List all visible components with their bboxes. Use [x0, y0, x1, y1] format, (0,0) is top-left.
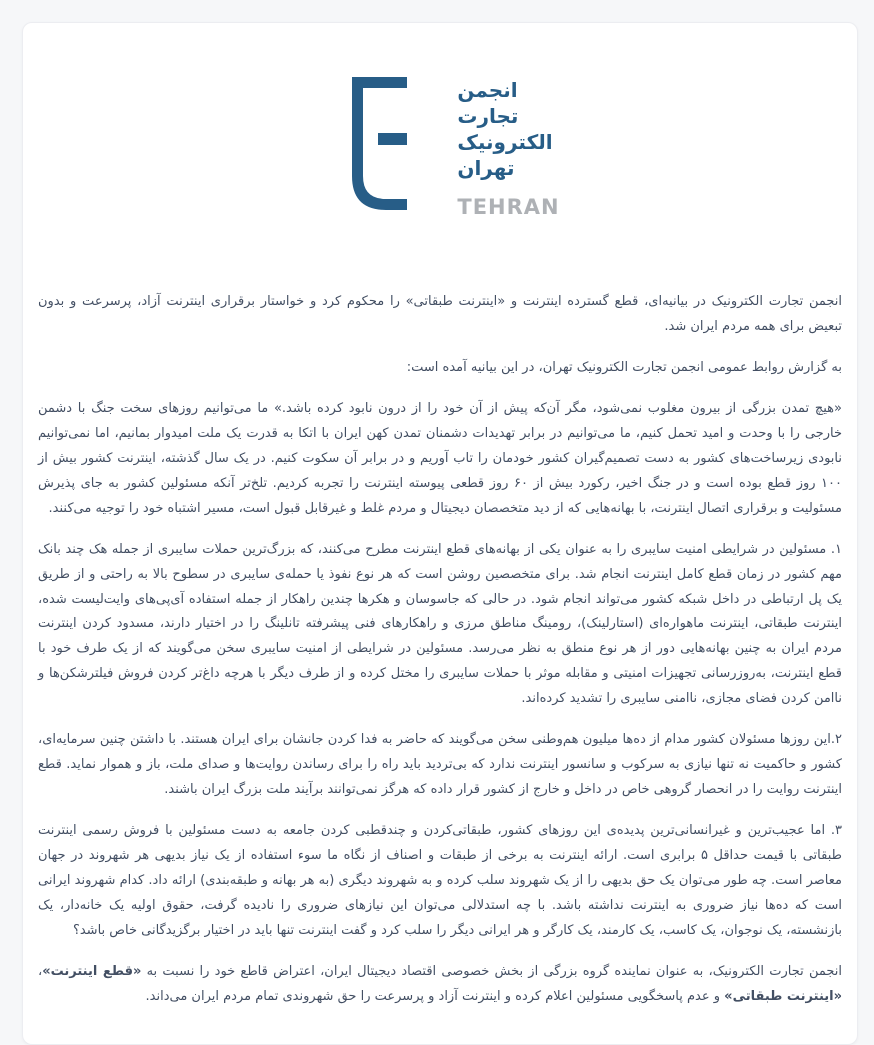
closing-segment: انجمن تجارت الکترونیک، به عنوان نماینده گروه بزرگی از بخش خصوصی اقتصاد دیجیتال ایران، اعتراض قاطع خود را نسبت به [141, 963, 842, 979]
point-1-paragraph: ۱. مسئولین در شرایطی امنیت سایبری را به عنوان یکی از بهانه‌های قطع اینترنت مطرح می‌کنند، که بزرگ‌ترین حملات سایبری از جمله هک چند بانک مهم کشور در زمان قطع کامل اینترنت انجام شد. برای متخصصین روشن است که هر نوع نفوذ یا حمله‌ی سایبری در سطوح بالا به راحتی و از طریق یک پل ارتباطی در داخل شبکه کشور می‌تواند انجام شود. در حالی که جاسوسان و هکرها چندین راهکار از جمله استفاده آی‌پی‌های وایت‌لیست شده، اینترنت طبقاتی، اینترنت ماهواره‌ای (استارلینک)، رومینگ مناطق مرزی و راهکارهای فنی پیشرفته تانلینگ را در اختیار دارند، مسدود کردن اینترنت مردم ایران به چنین بهانه‌هایی دور از هر نوع منطق به نظر می‌رسد. مسئولین در شرایطی از امنیت سایبری سخن می‌گویند که از یک طرف خود با قطع اینترنت، به‌روزرسانی تجهیزات امنیتی و مقابله موثر با حملات سایبری را مختل کرده و از طرف دیگر با هرچه داغ‌تر کردن فروش فیلترشکن‌ها و ناامن کردن فضای مجازی، ناامنی سایبری را تشدید کرده‌اند. [38, 541, 842, 707]
closing-bold-class-based-internet: «اینترنت طبقاتی» [724, 988, 842, 1004]
point-2-paragraph: ۲.این روزها مسئولان کشور مدام از ده‌ها میلیون هم‌وطنی سخن می‌گویند که حاضر به فدا کردن جانشان برای ایران هستند. با داشتن چنین سرمایه‌ای، کشور و حاکمیت نه تنها نیازی به سرکوب و سانسور اینترنت ندارد که بی‌تردید باید راه را برای رساندن روایت‌ها و صدای ملت، باز و هموار نماید. قطع اینترنت روایت را در انحصار گروهی خاص در داخل و خارج از کشور قرار داده که هرگز نمی‌توانند برآیند ملت بزرگ ایران باشند. [38, 732, 842, 798]
statement-body [38, 290, 842, 1010]
closing-segment: و عدم پاسخگویی مسئولین اعلام کرده و اینترنت آزاد و پرسرعت را حق شهروندی تمام مردم ایران می‌داند. [145, 988, 725, 1004]
quote-paragraph: «هیچ تمدن بزرگی از بیرون مغلوب نمی‌شود، مگر آن‌که پیش از آن خود را از درون نابود کرده باشد.» ما می‌توانیم روزهای سخت جنگ با دشمن خارجی را با وحدت و امید تحمل کنیم، ما می‌توانیم در برابر تهدیدات دشمنان تمدن کهن ایران با اتکا به قدرت یک ملت امیدوار بمانیم، اما نمی‌توانیم نابودی زیرساخت‌های کشور به دست تصمیم‌گیران کشور خودمان را تاب آوریم و در برابر آن سکوت کنیم. در یک سال گذشته، اینترنت کشور بیش از ۱۰۰ روز قطع بوده است و در جنگ اخیر، رکورد بیش از ۶۰ روز قطعی پیوسته اینترنت را تجربه کردیم. تلخ‌تر آنکه مسئولین کشور به جای پذیرش مسئولیت و برقراری اتصال اینترنت، با بهانه‌هایی که از دید متخصصان دیجیتال و مردم غلط و غیرقابل قبول است، مسیر اشتباه خود را توجیه می‌کنند. [38, 400, 842, 516]
closing-paragraph [38, 960, 842, 1010]
statement-card [22, 22, 858, 1045]
logo-fa-word-anjoman: انجمن [457, 78, 518, 102]
logo-text-column [457, 77, 559, 218]
closing-segment: ، [38, 963, 43, 979]
attribution-line: به گزارش روابط عمومی انجمن تجارت الکترونیک تهران، در این بیانیه آمده است: [406, 359, 842, 375]
logo-fa-word-electronic: الکترونیک [457, 130, 553, 154]
closing-bold-internet-shutdown: «قطع اینترنت» [42, 963, 142, 979]
logo-fa-word-tehran: تهران [457, 156, 515, 180]
logo-en-wordmark: TEHRAN [457, 195, 560, 219]
logo-fa-word-tejarat: تجارت [457, 104, 519, 128]
point-3-paragraph: ۳. اما عجیب‌ترین و غیرانسانی‌ترین پدیده‌ی این روزهای کشور، طبقاتی‌کردن و چندقطبی کردن جامعه به دست مسئولین با فروش رسمی اینترنت طبقاتی با قیمت حداقل ۵ برابری است. ارائه اینترنت به برخی از طبقات و اصناف از نگاه ما سوء استفاده از یک نیاز بدیهی هر شهروند در جهان معاصر است. چه طور می‌توان یک حق بدیهی را از یک شهروند سلب کرده و به شهروند دیگری (به هر بهانه و طبقه‌بندی) ارائه داد. کدام شهروند ایرانی است که ده‌ها نیاز ضروری به اینترنت نداشته باشد. با چه استدلالی می‌توان این نیازهای ضروری را نادیده گرفت، حقوق اولیه یک خانه‌دار، یک بازنشسته، یک نوجوان، یک کاسب، یک کارمند، یک کارگر و هر ایرانی دیگر را سلب کرد و گفت اینترنت تنها باید در اختیار برگزیدگانی خاص باشد؟ [38, 823, 842, 938]
tehran-ecommerce-association-logo [54, 77, 858, 218]
logo-e-mark-icon [352, 77, 407, 210]
article-lede: انجمن تجارت الکترونیک در بیانیه‌ای، قطع گسترده اینترنت و «اینترنت طبقاتی» را محکوم کرد و خواستار برقراری اینترنت آزاد، پرسرعت و بدون تبعیض برای همه مردم ایران شد. [38, 294, 842, 334]
